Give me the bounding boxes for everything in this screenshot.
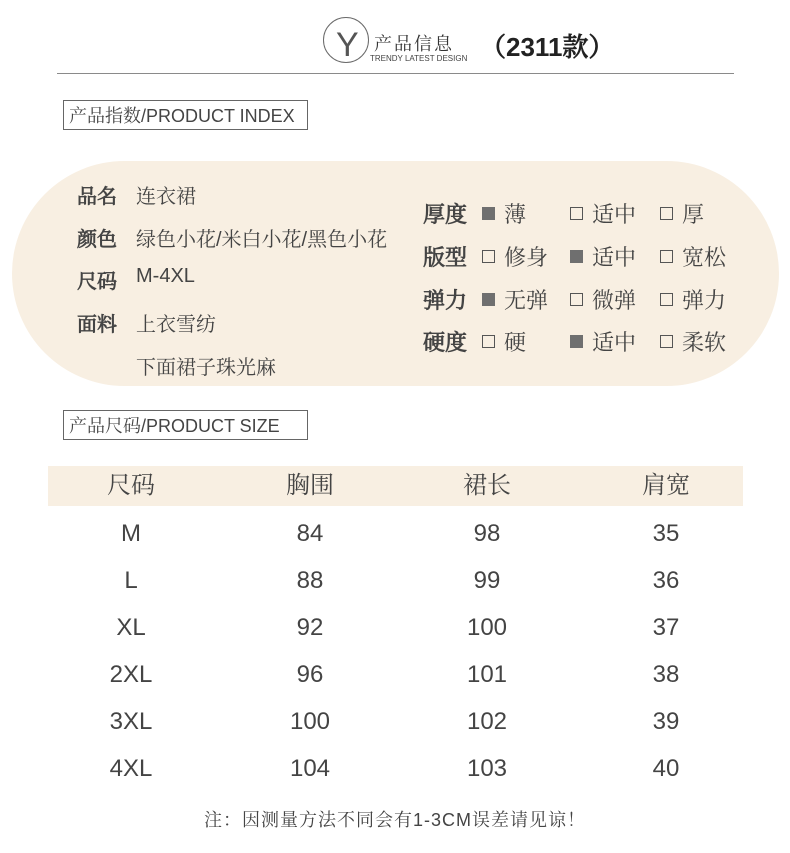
attr-key-stretch: 弹力 [423,288,468,313]
field-value-name: 连衣裙 [136,186,196,208]
field-value-color: 绿色小花/米白小花/黑色小花 [136,229,388,251]
option-thin [482,198,526,229]
option-label: 柔软 [682,330,727,355]
option-slim [482,241,548,272]
checked-box-icon [570,250,583,263]
option-label: 微弹 [592,288,637,313]
measurement-note: 注：因测量方法不同会有1-3CM误差请见谅！ [203,810,586,830]
option-hard [482,326,526,357]
option-slight-stretch [570,284,636,315]
option-label: 无弹 [504,288,549,313]
table-cell: 92 [296,614,324,641]
option-medium [570,198,636,229]
option-label: 厚 [682,202,705,227]
checked-box-icon [570,335,583,348]
empty-box-icon [660,293,673,306]
table-cell: 4XL [109,755,153,782]
table-cell: 103 [466,755,508,782]
option-medium-hardness [570,326,636,357]
column-header-length: 裙长 [463,472,511,499]
attr-key-thickness: 厚度 [423,202,468,227]
option-no-stretch [482,284,548,315]
table-cell: 96 [296,661,324,688]
table-cell: 39 [652,708,680,735]
column-header-shoulder: 肩宽 [642,472,690,499]
column-header-bust: 胸围 [286,472,334,499]
table-cell: 40 [652,755,680,782]
table-cell: M [121,520,141,547]
logo-letter: Y [336,26,359,64]
table-cell: 102 [466,708,508,735]
empty-box-icon [570,293,583,306]
field-value-fabric: 上衣雪纺 [136,314,216,336]
table-cell: 99 [473,567,501,594]
field-value-fabric-2: 下面裙子珠光麻 [136,357,276,379]
option-thick [660,198,704,229]
product-size-label: 产品尺码/PRODUCT SIZE [63,410,308,440]
table-cell: 88 [296,567,324,594]
option-label: 适中 [592,330,637,355]
table-cell: 104 [289,755,331,782]
table-cell: 2XL [109,661,153,688]
table-cell: 36 [652,567,680,594]
column-header-size: 尺码 [107,472,155,499]
field-value-size: M-4XL [136,265,195,287]
option-label: 修身 [504,245,549,270]
header-title: 产品信息 [374,34,454,54]
empty-box-icon [570,207,583,220]
field-key-size: 尺码 [77,271,117,293]
option-label: 薄 [504,202,527,227]
table-cell: L [124,567,138,594]
option-regular [570,241,636,272]
header-divider [57,73,734,74]
option-loose [660,241,726,272]
option-label: 硬 [504,330,527,355]
empty-box-icon [660,250,673,263]
option-label: 弹力 [682,288,727,313]
option-stretch [660,284,726,315]
option-soft [660,326,726,357]
option-label: 适中 [592,245,637,270]
field-key-fabric: 面料 [77,314,117,336]
checked-box-icon [482,293,495,306]
table-cell: 100 [289,708,331,735]
header-subtitle: TRENDY LATEST DESIGN [370,54,468,63]
field-key-name: 品名 [77,186,117,208]
model-number: （2311款） [480,32,615,62]
empty-box-icon [660,207,673,220]
product-index-label: 产品指数/PRODUCT INDEX [63,100,308,130]
empty-box-icon [482,250,495,263]
table-cell: 35 [652,520,680,547]
attr-key-hardness: 硬度 [423,330,468,355]
table-cell: 98 [473,520,501,547]
table-cell: 101 [466,661,508,688]
table-cell: 38 [652,661,680,688]
option-label: 适中 [592,202,637,227]
table-cell: 37 [652,614,680,641]
table-cell: 84 [296,520,324,547]
checked-box-icon [482,207,495,220]
table-cell: XL [116,614,146,641]
empty-box-icon [660,335,673,348]
field-key-color: 颜色 [77,229,117,251]
attr-key-fit: 版型 [423,245,468,270]
option-label: 宽松 [682,245,727,270]
table-cell: 100 [466,614,508,641]
table-cell: 3XL [109,708,153,735]
empty-box-icon [482,335,495,348]
